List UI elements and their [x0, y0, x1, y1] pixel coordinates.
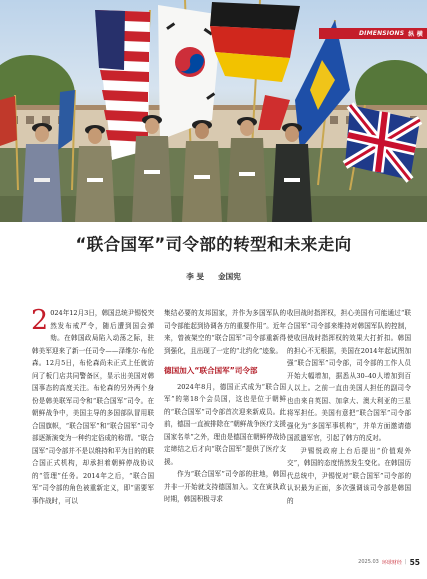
germany-flag — [210, 2, 300, 82]
paragraph: 2 024年12月3日，韩国总统尹锡悦突然发布戒严令，随后遭到国会弹劾。在韩国政局陷入动荡之际，驻韩美军迎来了新一任司令——泽维尔·布伦森。12月5日，布伦森尚未正式上任就访问了板门店共同警备区，显示出美国对韩国事态的高度关注。布伦森的另外两个身份是韩美联军司令和“联合国军”司令。在朝鲜战争中，美国主导的多国部队冒用联合国旗帜，“联合国军”和“联合国军”司令部逐渐演变为一种约定俗成的称谓。“联合国军”司令部并不是以维持和平为目的的联合国正式机构，却承担着朝鲜停战协议的“管理”任务。2014年之后，“联合国军”司令部的角色被重新定义，即“需要军事作战时，可以 — [31, 305, 154, 505]
paragraph: 集结必要的友邦国家，并作为多国军队的司令部能起到协调各方的重要作用”。近年来，曾被架空的“联合国军”司令部重新得到强化，且出现了一定的“北约化”迹象。 — [164, 309, 286, 355]
paragraph: 尹锡悦政府上台后提出“价值观外交”，韩国的态度悄然发生变化。在韩国历代总统中，尹锡悦对“联合国军”司令部的认识最为正面，多次强调该司令部是韩国的 — [287, 446, 411, 505]
article-column-2 — [164, 307, 286, 506]
section-subhead: 德国加入“联合国军”司令部 — [164, 366, 258, 375]
section-tag-chinese: 纵 横 — [408, 31, 423, 38]
author-1: 李 旻 — [186, 272, 205, 281]
section-tag — [319, 28, 427, 39]
issue-date: 2025.03 — [358, 559, 379, 565]
article-title: “联合国军”司令部的转型和未来走向 — [75, 235, 352, 254]
author-2: 金国宪 — [218, 272, 241, 281]
page-footer — [340, 557, 420, 567]
footer-divider: | — [404, 559, 407, 565]
paragraph: 2024年8月，德国正式成为“联合国军”的第18个会员国，这也是位于朝鲜的“联合国军”司令部首次迎来新成员。此前，德国一直被排除在“朝鲜战争医疗支援国家名单”之外，理由是德国在朝鲜停战协定缔结之后才向“联合国军”提供了医疗支援。 — [164, 382, 286, 466]
article-column-1 — [32, 307, 154, 507]
section-tag-english: DIMENSIONS — [358, 30, 405, 37]
cover-photo — [0, 0, 427, 222]
page-number: 55 — [409, 557, 420, 567]
drop-cap: 2 — [31, 305, 49, 336]
publication-name: 环球财经 — [381, 559, 402, 566]
paragraph: 收回战时指挥权，担心美国有可能通过“联合国军”司令部来维持对韩国军队的控制，使收回战时指挥权的效果大打折扣。韩国的担心不无根据，美国在2014年起试图加强“联合国军”司令部，司令部的工作人员开始大幅增加，据悉从30–40人增加到百人以上。之前一直由美国人担任的副司令也由来自英国、加拿大、澳大利亚的三星将军担任。美国有意把“联合国军”司令部强化为“多国军事机构”，并单方面邀请德国派遣军官，引起了韩方的反对。 — [287, 309, 411, 442]
byline — [0, 271, 427, 282]
article-column-3 — [287, 307, 411, 507]
paragraph: 作为“联合国军”司令部的驻地，韩国并非一开始就支持德国加入。文在寅执政时期，韩国积极寻求 — [164, 470, 286, 503]
